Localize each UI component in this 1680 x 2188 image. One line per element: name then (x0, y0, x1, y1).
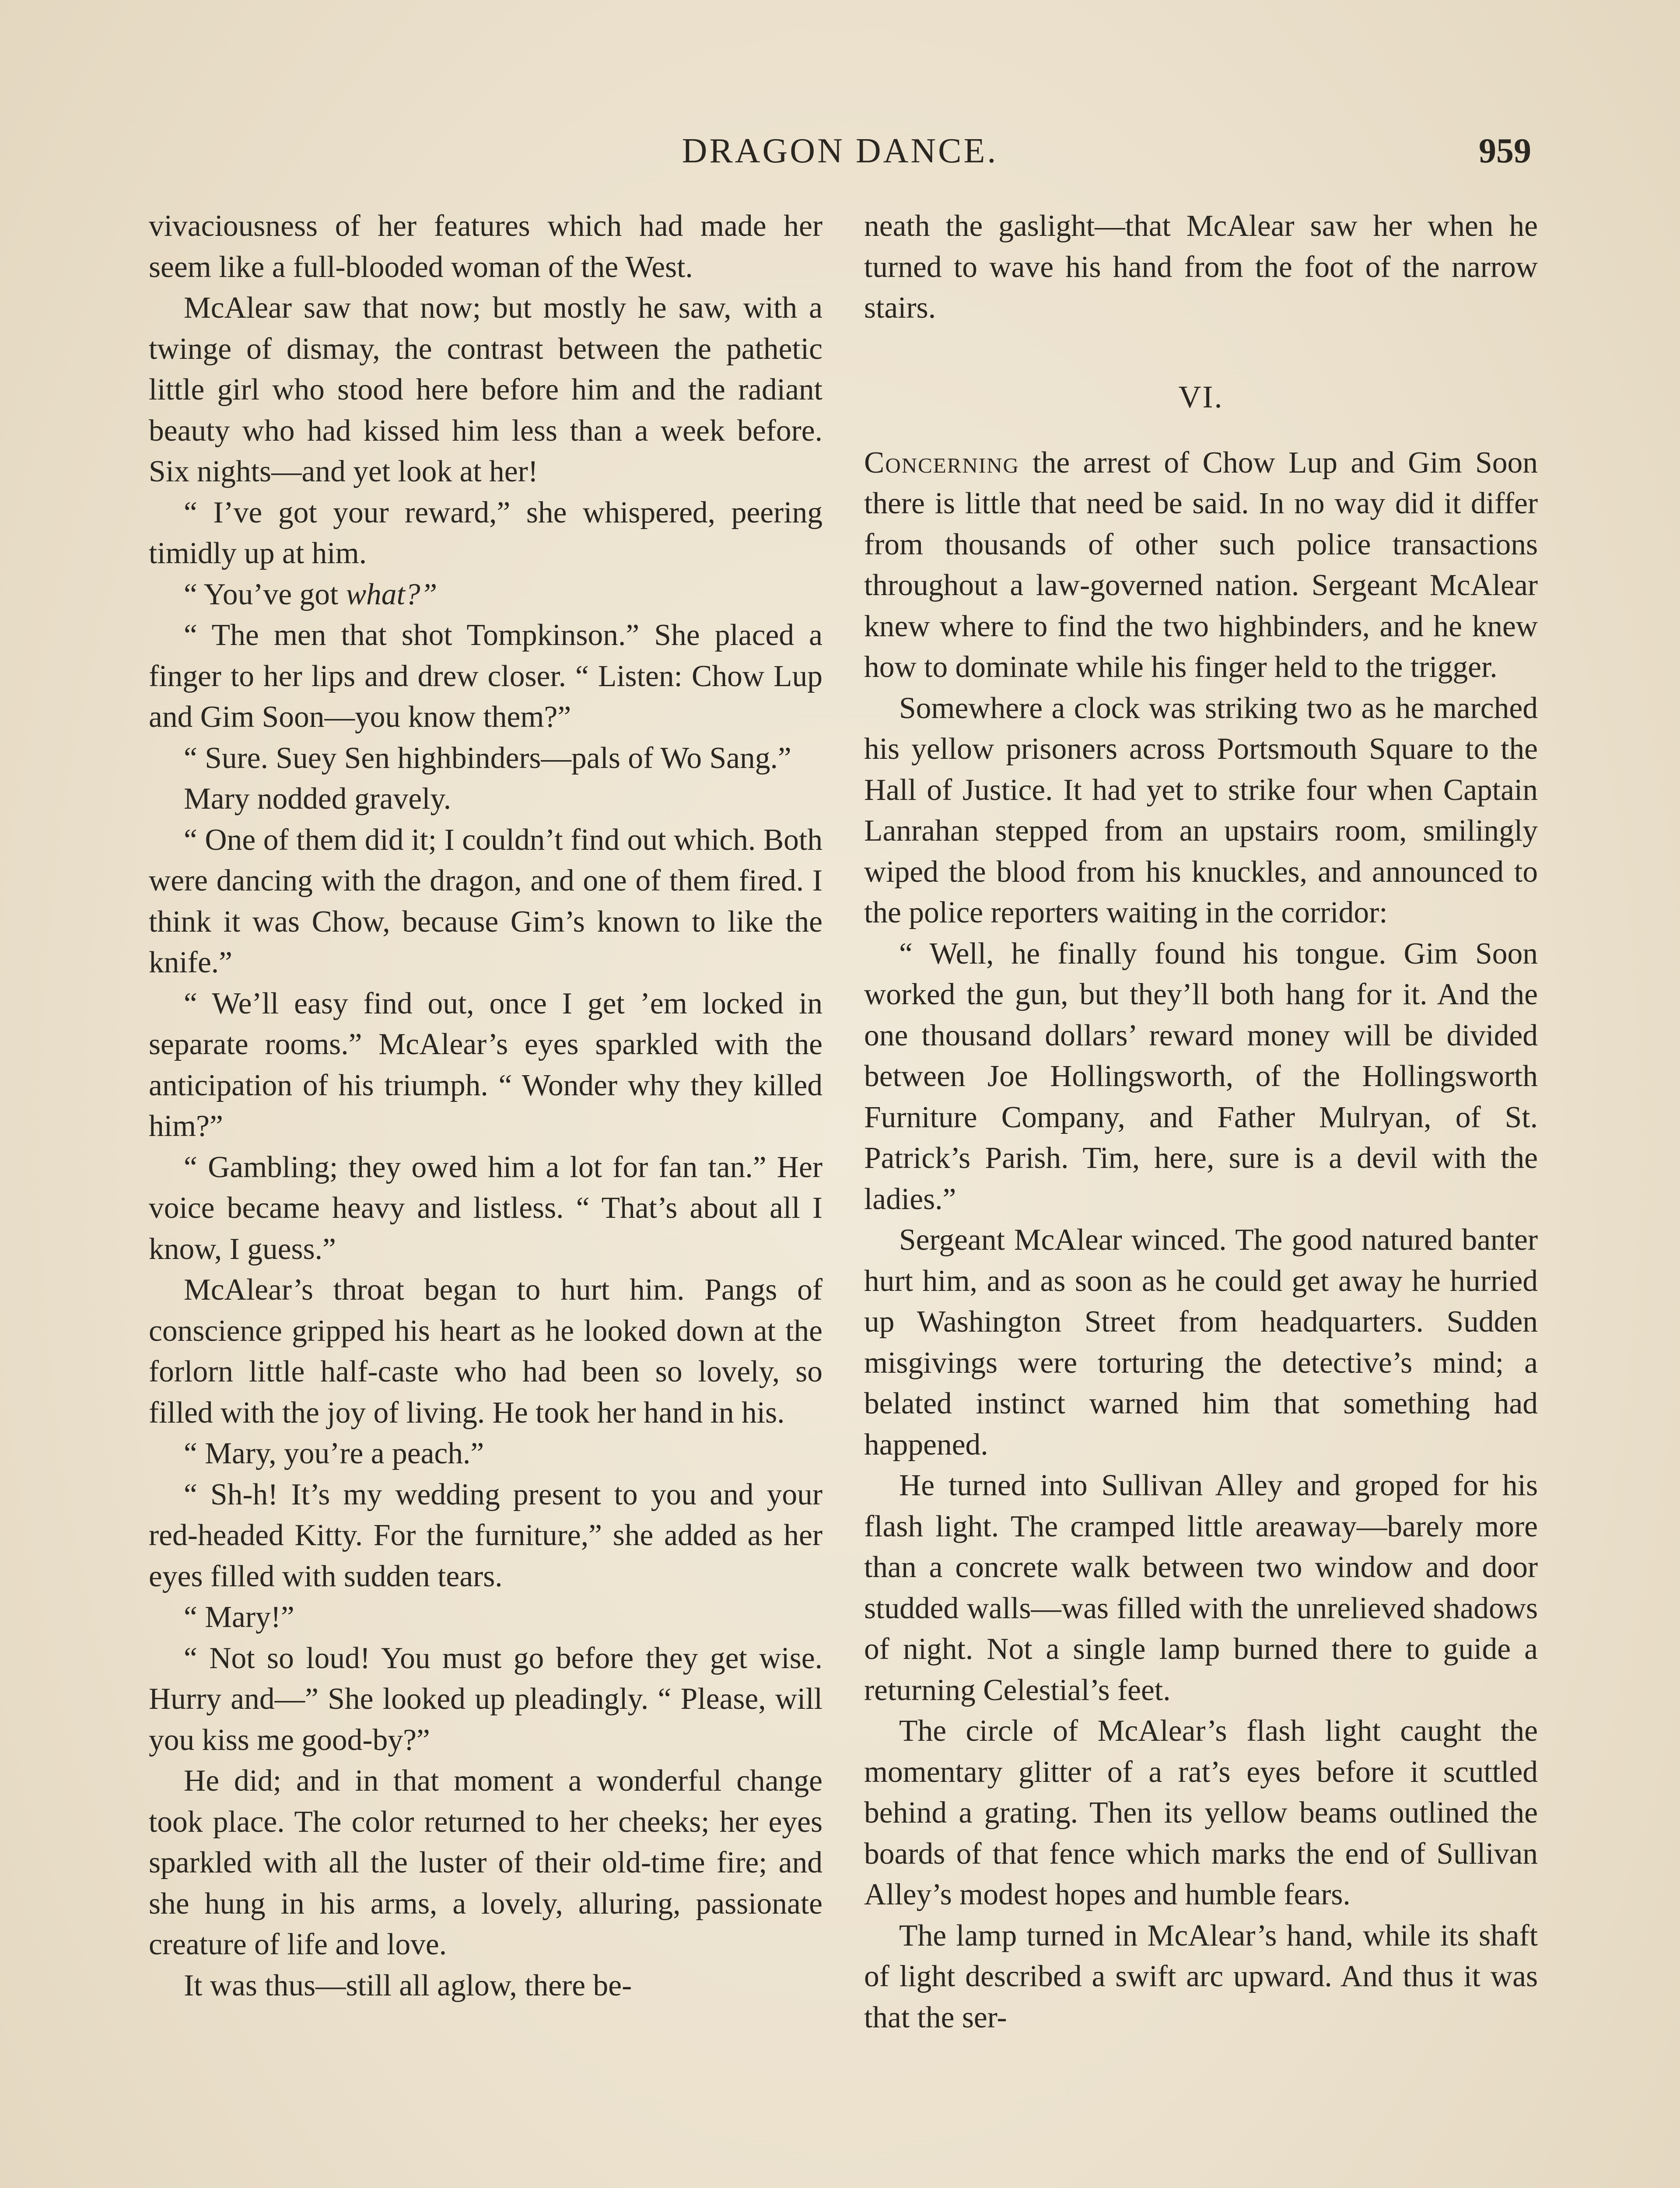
running-head (149, 127, 1531, 175)
paragraph: McAlear’s throat began to hurt him. Pangs of conscience gripped his heart as he looked down at the forlorn little half-caste who had been so lovely, so filled with the joy of living. He took her hand in his. (149, 1273, 822, 1430)
paragraph: Mary nodded gravely. (184, 782, 452, 816)
paragraph: “ One of them did it; I couldn’t find out which. Both were dancing with the dragon, and one of them fired. I think it was Chow, because Gim’s known to like the knife.” (149, 823, 822, 979)
paragraph: “ Well, he finally found his tongue. Gim Soon worked the gun, but they’ll both hang for it. And the one thousand dollars’ reward money will be divided between Joe Hollingsworth, of the Hollingsworth Furniture Company, and Father Mulryan, of St. Patrick’s Parish. Tim, here, sure is a devil with the ladies.” (864, 936, 1538, 1216)
paragraph (149, 574, 822, 615)
paragraph-text: “ You’ve got (184, 577, 346, 611)
paragraph: Somewhere a clock was striking two as he marched his yellow prisoners across Portsmouth Square to the Hall of Justice. It had yet to strike four when Captain Lanrahan stepped from an upstairs room, smilingly wiped the blood from his knuckles, and announced to the police reporters waiting in the corridor: (864, 691, 1538, 929)
paragraph: The circle of McAlear’s flash light caught the momentary glitter of a rat’s eyes before it scuttled behind a grating. Then its yellow beams outlined the boards of that fence which marks the end of Sullivan Alley’s modest hopes and humble fears. (864, 1714, 1538, 1911)
paragraph: “ Sh-h! It’s my wedding present to you and your red-headed Kitty. For the furniture,” she added as her eyes filled with sudden tears. (149, 1477, 822, 1593)
paragraph: “ The men that shot Tompkinson.” She placed a finger to her lips and drew closer. “ Listen: Chow Lup and Gim Soon—you know them?” (149, 618, 822, 734)
paragraph: It was thus—still all aglow, there be- (184, 1968, 632, 2002)
paragraph: Sergeant McAlear winced. The good natured banter hurt him, and as soon as he could get away he hurried up Washington Street from headquarters. Sudden misgivings were torturing the detective’s mind; a belated instinct warned him that something had happened. (864, 1223, 1538, 1462)
paragraph: McAlear saw that now; but mostly he saw, with a twinge of dismay, the contrast between the pathetic little girl who stood here before him and the radiant beauty who had kissed him less than a week before. Six nights—and yet look at her! (149, 291, 822, 488)
paragraph (864, 442, 1538, 688)
page-number: 959 (1479, 132, 1531, 170)
paragraph: “ I’ve got your reward,” she whispered, peering timidly up at him. (149, 495, 822, 570)
paragraph: He did; and in that moment a wonderful change took place. The color returned to her cheeks; her eyes sparkled with all the luster of their old-time fire; and she hung in his arms, a lovely, alluring, passionate creature of life and love. (149, 1764, 822, 1961)
paragraph: He turned into Sullivan Alley and groped for his flash light. The cramped little areaway—barely more than a concrete walk between two window and door studded walls—was filled with the unrelieved shadows of night. Not a single lamp burned there to guide a returning Celestial’s feet. (864, 1469, 1538, 1707)
paragraph: neath the gaslight—that McAlear saw her when he turned to wave his hand from the foot of the narrow stairs. (864, 209, 1538, 325)
paragraph: “ Mary!” (184, 1600, 294, 1634)
right-column (864, 206, 1538, 2038)
paragraph: “ Gambling; they owed him a lot for fan tan.” Her voice became heavy and listless. “ That’s about all I know, I guess.” (149, 1150, 822, 1266)
paragraph: “ Mary, you’re a peach.” (184, 1437, 484, 1470)
paragraph: The lamp turned in McAlear’s hand, while its shaft of light described a swift arc upward. And thus it was that the ser- (864, 1918, 1538, 2034)
paragraph: “ Sure. Suey Sen highbinders—pals of Wo Sang.” (184, 741, 791, 775)
section-lead-word: Concerning (864, 445, 1019, 480)
section-number: VI. (1178, 379, 1224, 414)
running-title: DRAGON DANCE. (682, 132, 998, 170)
italic-text: what?” (346, 577, 438, 611)
paragraph-text: the arrest of Chow Lup and Gim Soon there is little that need be said. In no way did it differ from thousands of other such police transactions throughout a law-governed nation. Sergeant McAlear knew where to find the two highbinders, and he knew how to dominate while his finger held to the trigger. (864, 445, 1538, 684)
paragraph: “ We’ll easy find out, once I get ’em locked in separate rooms.” McAlear’s eyes sparkled with the anticipation of his triumph. “ Wonder why they killed him?” (149, 986, 822, 1143)
left-column (149, 206, 822, 2006)
paragraph: vivaciousness of her features which had made her seem like a full-blooded woman of the West. (149, 209, 822, 284)
paragraph: “ Not so loud! You must go before they get wise. Hurry and—” She looked up pleadingly. “ Please, will you kiss me good-by?” (149, 1641, 822, 1757)
